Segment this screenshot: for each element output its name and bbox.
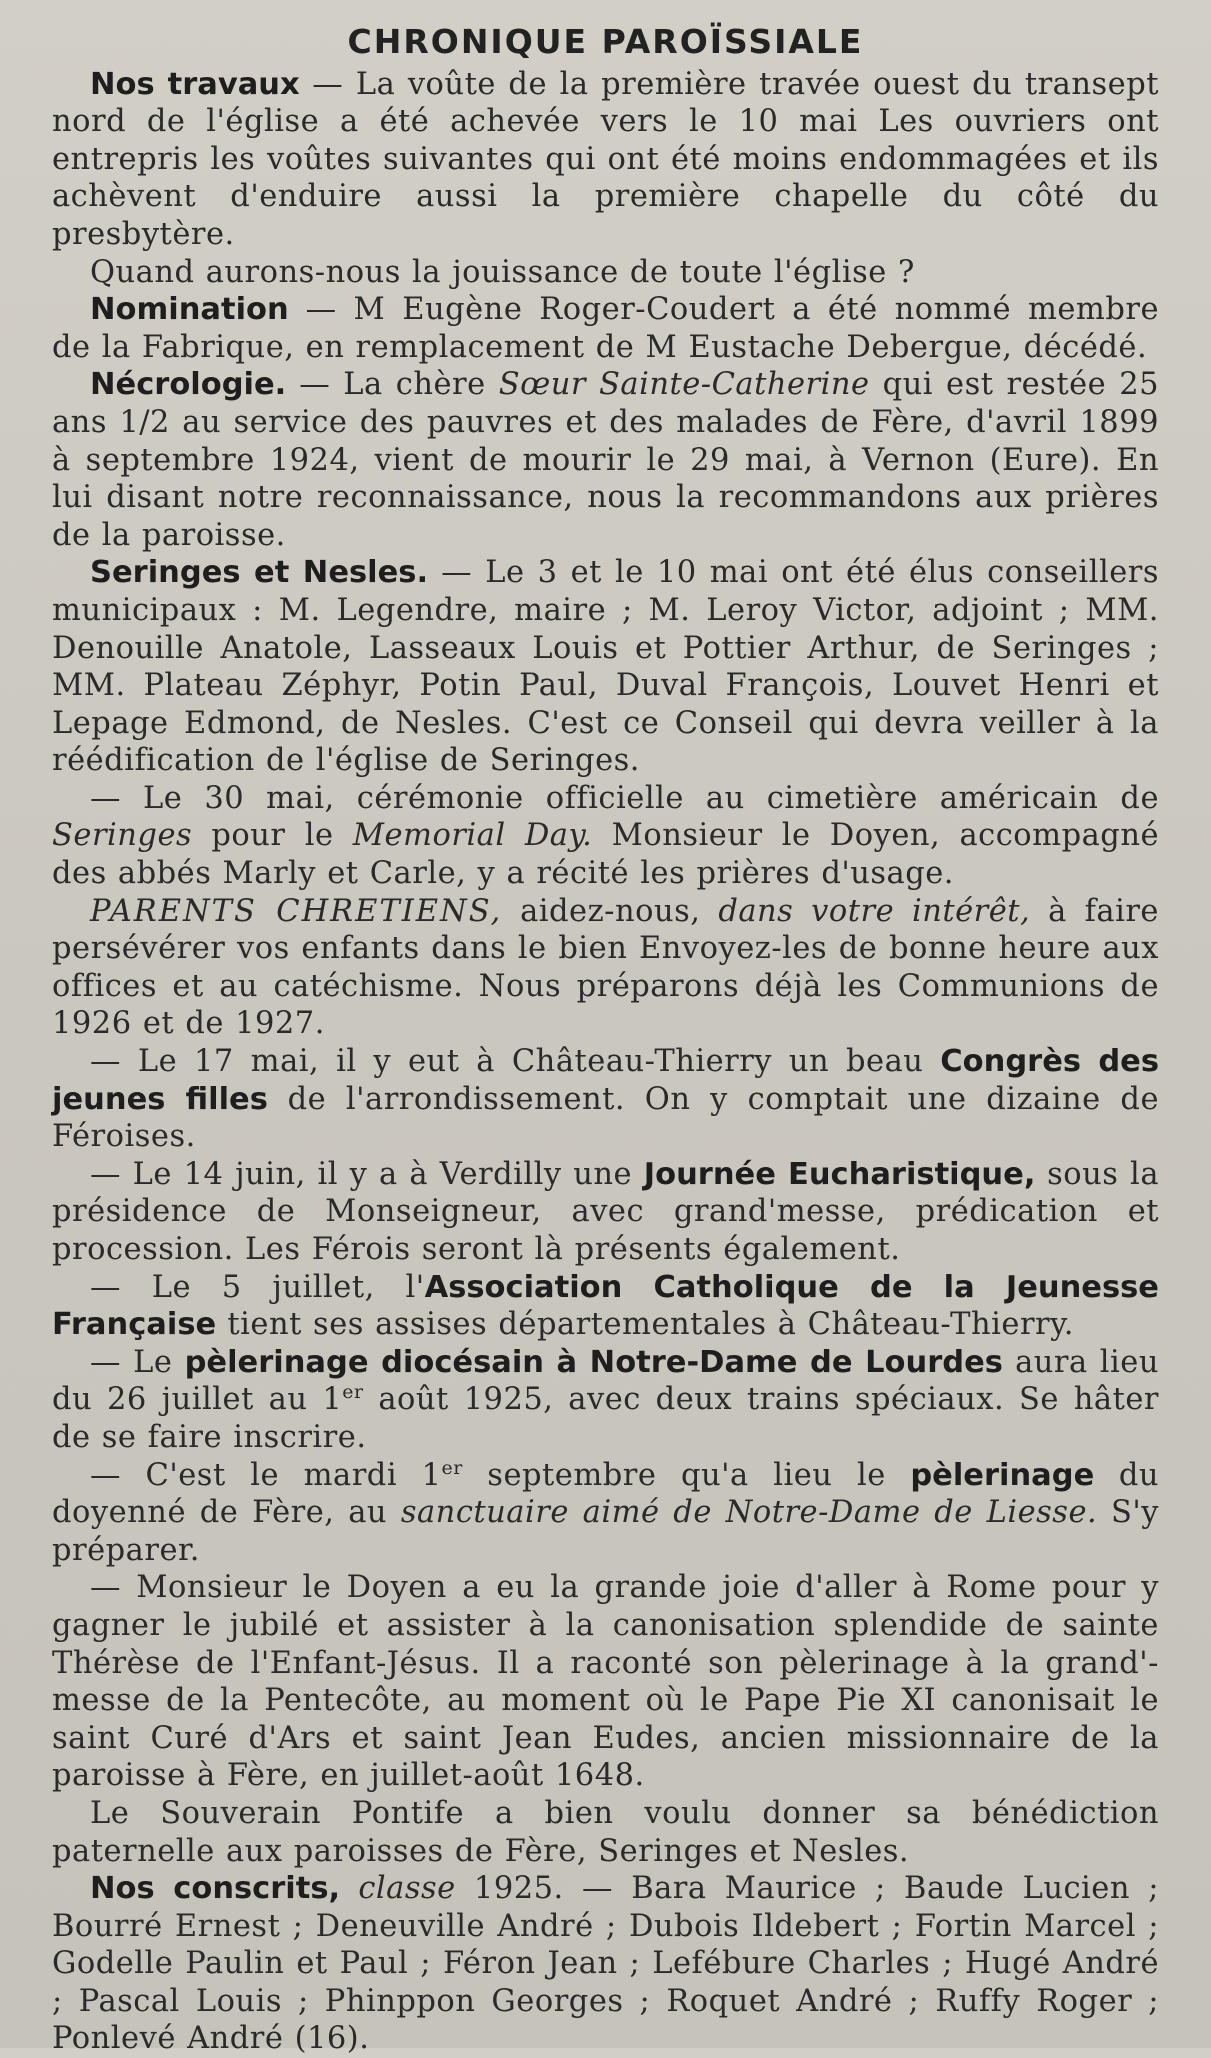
heading-necrologie: Nécrologie. <box>90 367 287 403</box>
bold-association: Association Catholique de la Jeunesse Française <box>52 1269 1159 1343</box>
bold-journee: Journée Eucharistique, <box>643 1156 1036 1192</box>
paragraph-conscrits <box>52 1870 1159 2058</box>
text-conscrits: 1925. — Bara Maurice ; Baude Lucien ; Bourré Ernest ; Deneuville André ; Dubois Ildebert ; Fortin Marcel ; Godelle Paulin et Paul ; Féron Jean ; Lefébure Charles ; Hugé André ; Pascal Louis ; Phinppon Georges ; Roquet André ; Ruffy Roger ; Ponlevé André (16). <box>52 1871 1159 2057</box>
paragraph-liesse <box>52 1457 1159 1570</box>
text-memorial-a: — Le 30 mai, cérémonie officielle au cimetière américain de <box>90 780 1159 816</box>
bold-liesse: pèlerinage <box>910 1457 1095 1493</box>
paragraph-congres <box>52 1043 1159 1156</box>
paragraph-parents <box>52 893 1159 1043</box>
paragraph-memorial <box>52 780 1159 893</box>
text-rome: — Monsieur le Doyen a eu la grande joie d'aller à Rome pour y gagner le jubilé et assister à la canonisation splendide de sainte Thérèse de l'Enfant-Jésus. Il a raconté son pèlerinage à la grand'-messe de la Pentecôte, au moment où le Pape Pie XI canonisait le saint Curé d'Ars et saint Jean Eudes, ancien missionnaire de la paroisse à Fère, en juillet-août 1648. <box>52 1570 1159 1794</box>
text-journee-b: sous la présidence de Monseigneur, avec grand'messe, prédication et procession. Les Férois seront là présents également. <box>52 1156 1159 1267</box>
text-necrologie-a: — La chère <box>286 367 499 403</box>
text-necrologie-b: qui est restée 25 ans 1/2 au service des pauvres et des malades de Fère, d'avril 1899 à septembre 1924, vient de mourir le 29 mai, à Vernon (Eure). En lui disant notre reconnaissance, nous la recommandons aux prières de la paroisse. <box>52 367 1160 553</box>
text-pontife: Le Souverain Pontife a bien voulu donner sa bénédiction paternelle aux paroisses de Fère, Seringes et Nesles. <box>52 1795 1159 1869</box>
heading-conscrits: Nos conscrits, <box>90 1871 341 1907</box>
sup-liesse: er <box>441 1456 463 1479</box>
heading-nomination: Nomination <box>90 292 289 328</box>
text-memorial-c: Monsieur le Doyen, accompagné des abbés Marly et Carle, y a récité les prières d'usage. <box>52 818 1160 892</box>
paragraph-journee <box>52 1156 1159 1269</box>
page-title: CHRONIQUE PAROÏSSIALE <box>347 22 864 61</box>
text-classe: classe <box>340 1871 456 1907</box>
text-association-a: — Le 5 juillet, l' <box>90 1269 425 1305</box>
text-parents-b: à faire persévérer vos enfants dans le bien Envoyez-les de bonne heure aux offices et au catéchisme. Nous préparons déjà les Communions de 1926 et de 1927. <box>52 893 1159 1042</box>
emph-interet: dans votre intérêt, <box>718 893 1031 929</box>
paragraph-lourdes <box>52 1344 1159 1457</box>
text-lourdes-a: — Le <box>90 1344 185 1380</box>
heading-parents: PARENTS CHRETIENS, <box>90 893 503 929</box>
text-congres-b: de l'arrondissement. On y comptait une dizaine de Féroises. <box>52 1081 1159 1155</box>
text-congres-a: — Le 17 mai, il y eut à Château-Thierry un beau <box>90 1044 941 1080</box>
text-liesse-a: — C'est le mardi 1 <box>90 1457 442 1493</box>
paragraph-nomination <box>52 291 1159 366</box>
paragraph-question <box>52 254 1159 292</box>
paragraph-rome <box>52 1569 1159 1795</box>
sup-lourdes: er <box>342 1381 364 1404</box>
bold-congres: Congrès des jeunes filles <box>52 1044 1159 1117</box>
heading-seringes: Seringes et Nesles. <box>90 555 429 591</box>
heading-travaux: Nos travaux <box>90 66 300 102</box>
text-nomination: — M Eugène Roger-Coudert a été nommé membre de la Fabrique, en remplacement de M Eustache Debergue, décédé. <box>52 292 1159 365</box>
paragraph-pontife <box>52 1795 1159 1870</box>
text-seringes: — Le 3 et le 10 mai ont été élus conseillers municipaux : M. Legendre, maire ; M. Leroy Victor, adjoint ; MM. Denouille Anatole, Lasseaux Louis et Pottier Arthur, de Seringes ; MM. Plateau Zéphyr, Potin Paul, Duval François, Louvet Henri et Lepage Edmond, de Nesles. C'est ce Conseil qui devra veiller à la réédification de l'église de Seringes. <box>52 555 1159 779</box>
text-liesse-d: S'y préparer. <box>52 1495 1159 1568</box>
text-travaux: — La voûte de la première travée ouest du transept nord de l'église a été achevée vers le 10 mai Les ouvriers ont entrepris les voûtes suivantes qui ont été moins endommagées et ils achèvent d'enduire aussi la première chapelle du côté du presbytère. <box>52 66 1159 252</box>
text-memorial-b: pour le <box>192 818 353 854</box>
text-lourdes-b: aura lieu du 26 juillet au 1 <box>52 1344 1159 1418</box>
text-lourdes-c: août 1925, avec deux trains spéciaux. Se hâter de se faire inscrire. <box>52 1382 1159 1455</box>
text-question: Quand aurons-nous la jouissance de toute l'église ? <box>90 254 915 290</box>
paragraph-seringes <box>52 554 1159 780</box>
event-memorial-day: Memorial Day. <box>352 818 593 854</box>
paragraph-travaux <box>52 66 1159 254</box>
place-seringes: Seringes <box>52 818 193 854</box>
text-association-b: tient ses assises départementales à Château-Thierry. <box>216 1307 1074 1343</box>
text-liesse-b: septembre qu'a lieu le <box>462 1457 911 1493</box>
text-journee-a: — Le 14 juin, il y a à Verdilly une <box>90 1156 644 1192</box>
paragraph-necrologie <box>52 366 1159 554</box>
name-soeur: Sœur Sainte-Catherine <box>498 367 870 403</box>
text-liesse-c: du doyenné de Fère, au <box>52 1457 1159 1531</box>
paragraph-association <box>52 1269 1159 1344</box>
place-liesse: sanctuaire aimé de Notre-Dame de Liesse. <box>400 1495 1098 1531</box>
text-parents-a: aidez-nous, <box>502 893 719 929</box>
bold-lourdes: pèlerinage diocésain à Notre-Dame de Lourdes <box>184 1344 1003 1380</box>
